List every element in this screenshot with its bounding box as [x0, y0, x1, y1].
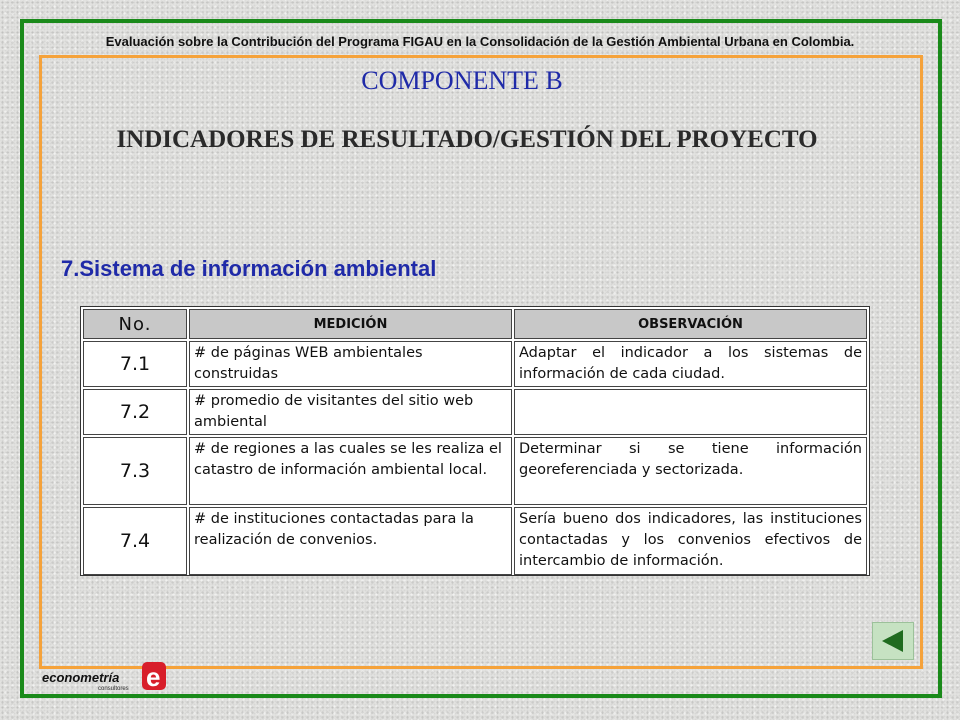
row-medicion: # de instituciones contactadas para la realización de convenios. — [189, 507, 512, 575]
logo-e-letter: e — [146, 662, 161, 692]
component-title: COMPONENTE B — [361, 66, 563, 95]
row-medicion: # de regiones a las cuales se les realiza el catastro de información ambiental local. — [189, 437, 512, 505]
table-row — [83, 389, 867, 435]
econometria-logo — [42, 660, 172, 692]
row-medicion: # de páginas WEB ambientales construidas — [189, 341, 512, 387]
row-medicion: # promedio de visitantes del sitio web ambiental — [189, 389, 512, 435]
row-number: 7.4 — [83, 507, 187, 575]
table-row — [83, 437, 867, 505]
row-number: 7.1 — [83, 341, 187, 387]
row-observacion: Adaptar el indicador a los sistemas de información de cada ciudad. — [514, 341, 867, 387]
row-number: 7.2 — [83, 389, 187, 435]
logo-subtitle: consultores — [98, 686, 129, 692]
row-number: 7.3 — [83, 437, 187, 505]
row-observacion: Sería bueno dos indicadores, las instituciones contactadas y los convenios efectivos de intercambio de información. — [514, 507, 867, 575]
table-header-row — [83, 309, 867, 339]
back-nav-button[interactable] — [872, 622, 914, 660]
table-row — [83, 507, 867, 575]
econometria-logo-mark — [42, 660, 172, 692]
slide-header: Evaluación sobre la Contribución del Programa FIGAU en la Consolidación de la Gestión Ambiental Urbana en Colombia. — [105, 34, 855, 49]
section-title: 7.Sistema de información ambiental — [61, 256, 437, 281]
table-row — [83, 341, 867, 387]
indicators-title: INDICADORES DE RESULTADO/GESTIÓN DEL PROYECTO — [116, 126, 818, 153]
logo-name: econometría — [42, 670, 120, 685]
header-observacion: OBSERVACIÓN — [514, 309, 867, 339]
back-arrow-icon — [879, 628, 907, 654]
row-observacion: Determinar si se tiene información georeferenciada y sectorizada. — [514, 437, 867, 505]
header-medicion: MEDICIÓN — [189, 309, 512, 339]
row-observacion — [514, 389, 867, 435]
header-no: No. — [83, 309, 187, 339]
indicators-table — [80, 306, 870, 576]
